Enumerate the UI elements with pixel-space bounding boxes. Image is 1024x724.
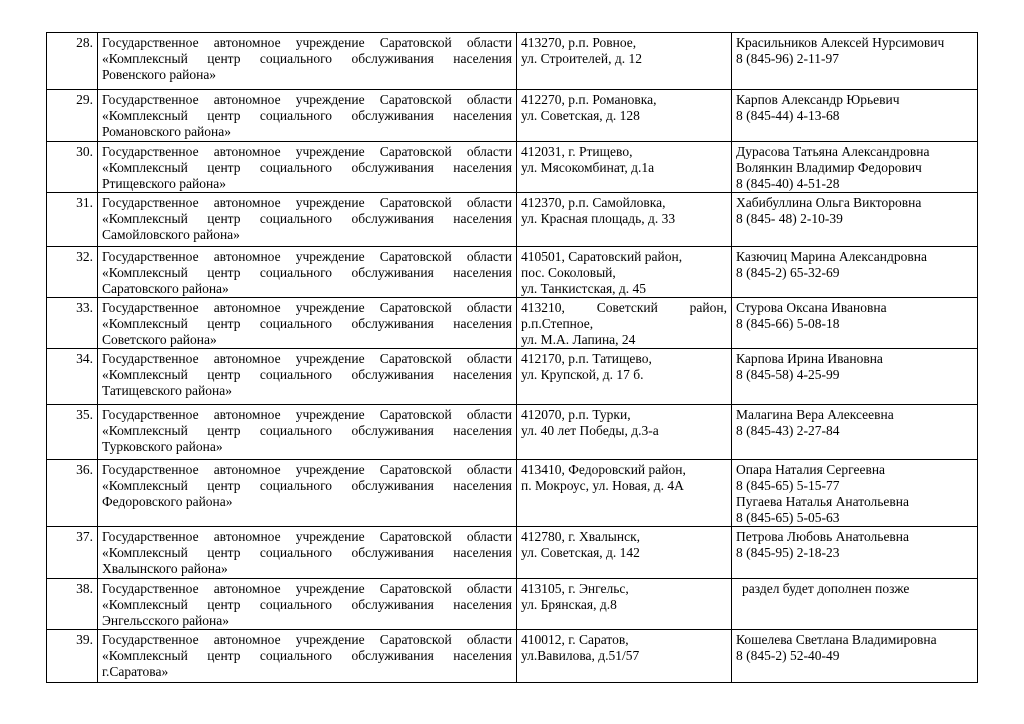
row-number: 34. bbox=[47, 349, 98, 405]
institution-contacts: Карпова Ирина Ивановна 8 (845-58) 4-25-99 bbox=[732, 349, 978, 405]
row-number: 28. bbox=[47, 33, 98, 90]
table-row bbox=[47, 460, 978, 527]
institution-address: 412070, р.п. Турки, ул. 40 лет Победы, д.3-а bbox=[517, 405, 732, 460]
table-row bbox=[47, 298, 978, 349]
institution-contacts: Опара Наталия Сергеевна 8 (845-65) 5-15-77 Пугаева Наталья Анатольевна 8 (845-65) 5-05-63 bbox=[732, 460, 978, 527]
row-number: 35. bbox=[47, 405, 98, 460]
row-number: 29. bbox=[47, 90, 98, 142]
institution-contacts: Петрова Любовь Анатольевна 8 (845-95) 2-18-23 bbox=[732, 527, 978, 579]
institution-name: Государственное автономное учреждение Саратовской области «Комплексный центр социального обслуживания населения Хвалынского района» bbox=[98, 527, 517, 579]
institution-name: Государственное автономное учреждение Саратовской области «Комплексный центр социального обслуживания населения Татищевского района» bbox=[98, 349, 517, 405]
institution-address: 412270, р.п. Романовка, ул. Советская, д. 128 bbox=[517, 90, 732, 142]
institution-name: Государственное автономное учреждение Саратовской области «Комплексный центр социального обслуживания населения Романовского района» bbox=[98, 90, 517, 142]
institution-address: 412370, р.п. Самойловка, ул. Красная площадь, д. 33 bbox=[517, 193, 732, 247]
institution-address: 412780, г. Хвалынск, ул. Советская, д. 142 bbox=[517, 527, 732, 579]
table-row bbox=[47, 630, 978, 683]
row-number: 31. bbox=[47, 193, 98, 247]
row-number: 30. bbox=[47, 142, 98, 193]
institution-address: 410012, г. Саратов, ул.Вавилова, д.51/57 bbox=[517, 630, 732, 683]
institution-name: Государственное автономное учреждение Саратовской области «Комплексный центр социального обслуживания населения Самойловского района» bbox=[98, 193, 517, 247]
table-row bbox=[47, 405, 978, 460]
row-number: 33. bbox=[47, 298, 98, 349]
institution-contacts: раздел будет дополнен позже bbox=[732, 579, 978, 630]
table-row bbox=[47, 579, 978, 630]
institution-address: 413105, г. Энгельс, ул. Брянская, д.8 bbox=[517, 579, 732, 630]
institution-address: 413410, Федоровский район, п. Мокроус, ул. Новая, д. 4А bbox=[517, 460, 732, 527]
table-row bbox=[47, 142, 978, 193]
institution-name: Государственное автономное учреждение Саратовской области «Комплексный центр социального обслуживания населения г.Саратова» bbox=[98, 630, 517, 683]
institution-address: 412170, р.п. Татищево, ул. Крупской, д. 17 б. bbox=[517, 349, 732, 405]
institution-name: Государственное автономное учреждение Саратовской области «Комплексный центр социального обслуживания населения Саратовского района» bbox=[98, 247, 517, 298]
institution-name: Государственное автономное учреждение Саратовской области «Комплексный центр социального обслуживания населения Ртищевского района» bbox=[98, 142, 517, 193]
institution-contacts: Хабибуллина Ольга Викторовна 8 (845- 48) 2-10-39 bbox=[732, 193, 978, 247]
institution-address: 412031, г. Ртищево, ул. Мясокомбинат, д.1а bbox=[517, 142, 732, 193]
institution-contacts: Стурова Оксана Ивановна 8 (845-66) 5-08-18 bbox=[732, 298, 978, 349]
row-number: 38. bbox=[47, 579, 98, 630]
institution-address: 410501, Саратовский район, пос. Соколовый, ул. Танкистская, д. 45 bbox=[517, 247, 732, 298]
institution-contacts: Малагина Вера Алексеевна 8 (845-43) 2-27-84 bbox=[732, 405, 978, 460]
institution-address: 413210, Советский район, р.п.Степное, ул. М.А. Лапина, 24 bbox=[517, 298, 732, 349]
institution-name: Государственное автономное учреждение Саратовской области «Комплексный центр социального обслуживания населения Советского района» bbox=[98, 298, 517, 349]
table-row bbox=[47, 349, 978, 405]
institutions-table bbox=[46, 32, 978, 683]
table-row bbox=[47, 193, 978, 247]
institution-contacts: Карпов Александр Юрьевич 8 (845-44) 4-13-68 bbox=[732, 90, 978, 142]
table-row bbox=[47, 527, 978, 579]
institution-name: Государственное автономное учреждение Саратовской области «Комплексный центр социального обслуживания населения Федоровского района» bbox=[98, 460, 517, 527]
row-number: 37. bbox=[47, 527, 98, 579]
row-number: 36. bbox=[47, 460, 98, 527]
row-number: 32. bbox=[47, 247, 98, 298]
institution-address: 413270, р.п. Ровное, ул. Строителей, д. 12 bbox=[517, 33, 732, 90]
institution-contacts: Дурасова Татьяна Александровна Волянкин Владимир Федорович 8 (845-40) 4-51-28 bbox=[732, 142, 978, 193]
table-row bbox=[47, 33, 978, 90]
institution-contacts: Кошелева Светлана Владимировна 8 (845-2) 52-40-49 bbox=[732, 630, 978, 683]
institution-contacts: Красильников Алексей Нурсимович 8 (845-96) 2-11-97 bbox=[732, 33, 978, 90]
institution-name: Государственное автономное учреждение Саратовской области «Комплексный центр социального обслуживания населения Турковского района» bbox=[98, 405, 517, 460]
table-row bbox=[47, 90, 978, 142]
institution-contacts: Казючиц Марина Александровна 8 (845-2) 65-32-69 bbox=[732, 247, 978, 298]
table-row bbox=[47, 247, 978, 298]
row-number: 39. bbox=[47, 630, 98, 683]
institution-name: Государственное автономное учреждение Саратовской области «Комплексный центр социального обслуживания населения Ровенского района» bbox=[98, 33, 517, 90]
institution-name: Государственное автономное учреждение Саратовской области «Комплексный центр социального обслуживания населения Энгельсского района» bbox=[98, 579, 517, 630]
